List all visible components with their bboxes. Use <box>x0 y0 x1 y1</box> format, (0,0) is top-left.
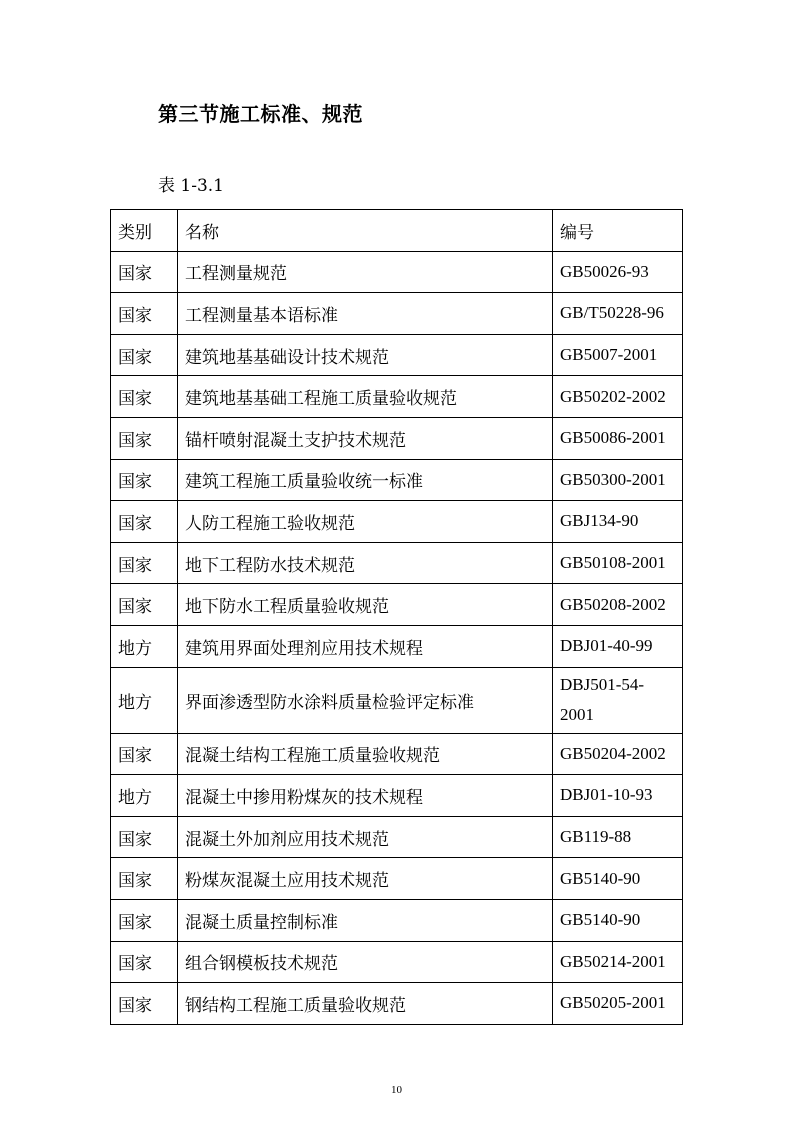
name-cell: 人防工程施工验收规范 <box>178 501 553 543</box>
header-category: 类别 <box>111 210 178 252</box>
code-cell: GB50208-2002 <box>553 584 683 626</box>
category-cell: 国家 <box>111 816 178 858</box>
category-cell: 国家 <box>111 376 178 418</box>
category-cell: 国家 <box>111 584 178 626</box>
category-cell: 国家 <box>111 542 178 584</box>
table-row <box>111 584 683 626</box>
code-cell: GB5140-90 <box>553 899 683 941</box>
name-cell: 钢结构工程施工质量验收规范 <box>178 983 553 1025</box>
category-cell: 地方 <box>111 667 178 733</box>
table-row <box>111 733 683 775</box>
standards-table <box>110 209 683 1025</box>
category-cell: 国家 <box>111 858 178 900</box>
category-cell: 国家 <box>111 334 178 376</box>
name-cell: 地下工程防水技术规范 <box>178 542 553 584</box>
code-cell: GB5007-2001 <box>553 334 683 376</box>
table-row <box>111 251 683 293</box>
category-cell: 国家 <box>111 899 178 941</box>
name-cell: 建筑地基基础设计技术规范 <box>178 334 553 376</box>
table-row <box>111 293 683 335</box>
name-cell: 混凝土质量控制标准 <box>178 899 553 941</box>
table-row <box>111 542 683 584</box>
name-cell: 工程测量规范 <box>178 251 553 293</box>
name-cell: 组合钢模板技术规范 <box>178 941 553 983</box>
table-row <box>111 899 683 941</box>
code-cell: GB50204-2002 <box>553 733 683 775</box>
table-row <box>111 501 683 543</box>
table-caption: 表 1-3.1 <box>158 176 224 196</box>
code-cell: GB50108-2001 <box>553 542 683 584</box>
section-title: 第三节施工标准、规范 <box>158 102 363 126</box>
table-row <box>111 667 683 733</box>
table-row <box>111 941 683 983</box>
code-cell: GB50026-93 <box>553 251 683 293</box>
table-row <box>111 417 683 459</box>
category-cell: 国家 <box>111 251 178 293</box>
header-name: 名称 <box>178 210 553 252</box>
name-cell: 建筑地基基础工程施工质量验收规范 <box>178 376 553 418</box>
code-cell: GBJ134-90 <box>553 501 683 543</box>
code-cell: DBJ01-10-93 <box>553 775 683 817</box>
table-row <box>111 334 683 376</box>
category-cell: 国家 <box>111 733 178 775</box>
code-cell: GB5140-90 <box>553 858 683 900</box>
code-cell: GB50205-2001 <box>553 983 683 1025</box>
category-cell: 国家 <box>111 293 178 335</box>
table-row <box>111 376 683 418</box>
category-cell: 地方 <box>111 775 178 817</box>
table-row <box>111 625 683 667</box>
name-cell: 建筑用界面处理剂应用技术规程 <box>178 625 553 667</box>
code-cell: GB50086-2001 <box>553 417 683 459</box>
name-cell: 混凝土外加剂应用技术规范 <box>178 816 553 858</box>
category-cell: 国家 <box>111 983 178 1025</box>
name-cell: 工程测量基本语标准 <box>178 293 553 335</box>
name-cell: 粉煤灰混凝土应用技术规范 <box>178 858 553 900</box>
code-cell: GB50214-2001 <box>553 941 683 983</box>
table-row <box>111 983 683 1025</box>
table-row <box>111 816 683 858</box>
table-header-row <box>111 210 683 252</box>
code-cell: DBJ501-54-2001 <box>553 667 683 733</box>
name-cell: 锚杆喷射混凝土支护技术规范 <box>178 417 553 459</box>
header-code: 编号 <box>553 210 683 252</box>
category-cell: 国家 <box>111 941 178 983</box>
table-row <box>111 459 683 501</box>
category-cell: 国家 <box>111 417 178 459</box>
category-cell: 国家 <box>111 501 178 543</box>
category-cell: 国家 <box>111 459 178 501</box>
name-cell: 界面渗透型防水涂料质量检验评定标准 <box>178 667 553 733</box>
table-row <box>111 775 683 817</box>
name-cell: 混凝土中掺用粉煤灰的技术规程 <box>178 775 553 817</box>
code-cell: DBJ01-40-99 <box>553 625 683 667</box>
name-cell: 地下防水工程质量验收规范 <box>178 584 553 626</box>
page-number: 10 <box>391 1084 402 1096</box>
name-cell: 建筑工程施工质量验收统一标准 <box>178 459 553 501</box>
code-cell: GB50202-2002 <box>553 376 683 418</box>
code-cell: GB50300-2001 <box>553 459 683 501</box>
category-cell: 地方 <box>111 625 178 667</box>
table-row <box>111 858 683 900</box>
code-cell: GB/T50228-96 <box>553 293 683 335</box>
code-cell: GB119-88 <box>553 816 683 858</box>
name-cell: 混凝土结构工程施工质量验收规范 <box>178 733 553 775</box>
